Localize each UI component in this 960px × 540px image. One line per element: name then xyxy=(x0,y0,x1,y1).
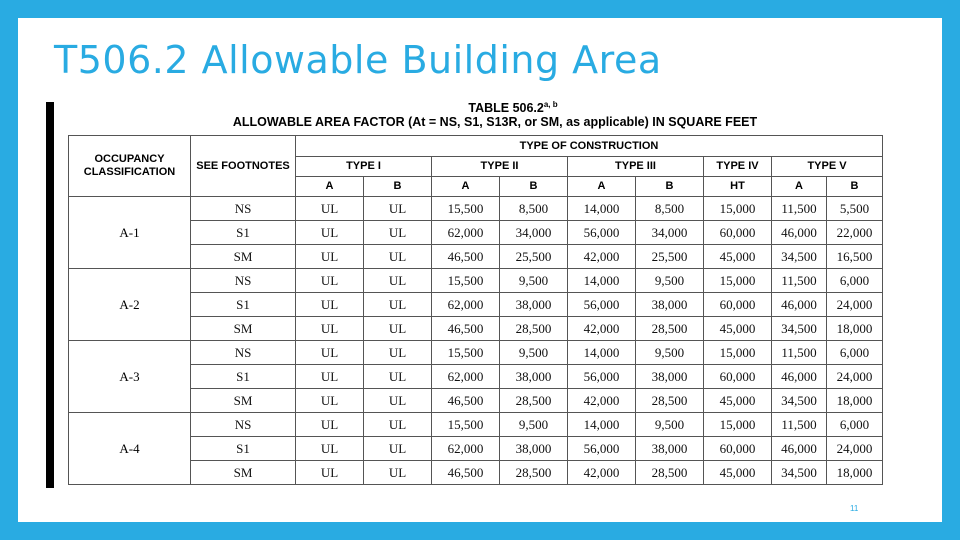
slide xyxy=(18,18,942,522)
footnote-cell: S1 xyxy=(191,221,296,245)
footnote-cell: NS xyxy=(191,341,296,365)
area-value-cell: 46,500 xyxy=(432,389,500,413)
area-value-cell: UL xyxy=(296,413,364,437)
header-subtype: B xyxy=(364,177,432,197)
header-subtype: B xyxy=(827,177,883,197)
footnote-cell: NS xyxy=(191,269,296,293)
area-value-cell: 11,500 xyxy=(772,413,827,437)
area-value-cell: 6,000 xyxy=(827,341,883,365)
table-row xyxy=(69,269,883,293)
footnote-cell: NS xyxy=(191,197,296,221)
area-value-cell: 60,000 xyxy=(704,221,772,245)
area-value-cell: 25,500 xyxy=(500,245,568,269)
area-value-cell: 8,500 xyxy=(500,197,568,221)
area-value-cell: 28,500 xyxy=(500,317,568,341)
footnote-cell: NS xyxy=(191,413,296,437)
footnote-cell: SM xyxy=(191,317,296,341)
footnote-cell: SM xyxy=(191,245,296,269)
area-value-cell: 18,000 xyxy=(827,389,883,413)
area-value-cell: UL xyxy=(296,269,364,293)
area-value-cell: 11,500 xyxy=(772,269,827,293)
table-row xyxy=(69,341,883,365)
area-value-cell: UL xyxy=(296,389,364,413)
area-value-cell: 9,500 xyxy=(500,413,568,437)
area-value-cell: 45,000 xyxy=(704,461,772,485)
area-value-cell: UL xyxy=(364,461,432,485)
area-value-cell: 14,000 xyxy=(568,413,636,437)
area-value-cell: 46,000 xyxy=(772,365,827,389)
area-value-cell: 60,000 xyxy=(704,365,772,389)
area-value-cell: UL xyxy=(364,341,432,365)
area-value-cell: UL xyxy=(296,245,364,269)
area-value-cell: 14,000 xyxy=(568,269,636,293)
table-row xyxy=(69,317,883,341)
area-value-cell: UL xyxy=(364,413,432,437)
footnote-cell: S1 xyxy=(191,437,296,461)
table-row xyxy=(69,197,883,221)
area-value-cell: 9,500 xyxy=(636,413,704,437)
area-value-cell: 14,000 xyxy=(568,197,636,221)
occupancy-cell: A-2 xyxy=(69,269,191,341)
area-value-cell: UL xyxy=(296,317,364,341)
area-value-cell: 42,000 xyxy=(568,245,636,269)
area-value-cell: 15,000 xyxy=(704,341,772,365)
footnote-cell: SM xyxy=(191,461,296,485)
area-value-cell: 28,500 xyxy=(636,317,704,341)
area-value-cell: UL xyxy=(364,197,432,221)
area-value-cell: 45,000 xyxy=(704,389,772,413)
header-type: TYPE III xyxy=(568,157,704,177)
area-value-cell: UL xyxy=(364,365,432,389)
header-subtype: B xyxy=(636,177,704,197)
slide-title: T506.2 Allowable Building Area xyxy=(54,38,662,82)
area-value-cell: 28,500 xyxy=(636,461,704,485)
table-row xyxy=(69,389,883,413)
table-heading xyxy=(68,98,910,130)
area-value-cell: 9,500 xyxy=(500,269,568,293)
area-value-cell: UL xyxy=(296,197,364,221)
allowable-area-table xyxy=(68,135,883,485)
header-subtype: HT xyxy=(704,177,772,197)
area-value-cell: 45,000 xyxy=(704,317,772,341)
header-type: TYPE I xyxy=(296,157,432,177)
footnote-cell: S1 xyxy=(191,293,296,317)
area-value-cell: 34,500 xyxy=(772,245,827,269)
area-value-cell: 46,500 xyxy=(432,317,500,341)
black-bar-divider xyxy=(46,102,54,488)
area-value-cell: 9,500 xyxy=(636,341,704,365)
area-value-cell: 15,500 xyxy=(432,197,500,221)
area-value-cell: UL xyxy=(364,269,432,293)
area-value-cell: 46,500 xyxy=(432,461,500,485)
area-value-cell: 14,000 xyxy=(568,341,636,365)
table-row xyxy=(69,461,883,485)
area-value-cell: 46,000 xyxy=(772,293,827,317)
table-row xyxy=(69,413,883,437)
footnote-cell: SM xyxy=(191,389,296,413)
table-number: TABLE 506.2$^{a, b}$ xyxy=(468,100,558,116)
area-value-cell: 42,000 xyxy=(568,389,636,413)
table-row xyxy=(69,293,883,317)
area-value-cell: 11,500 xyxy=(772,341,827,365)
area-value-cell: 5,500 xyxy=(827,197,883,221)
area-value-cell: 34,500 xyxy=(772,461,827,485)
area-value-cell: UL xyxy=(296,341,364,365)
area-value-cell: 60,000 xyxy=(704,437,772,461)
area-value-cell: 34,000 xyxy=(500,221,568,245)
area-value-cell: UL xyxy=(364,389,432,413)
area-value-cell: 24,000 xyxy=(827,293,883,317)
table-row xyxy=(69,437,883,461)
area-value-cell: 15,500 xyxy=(432,413,500,437)
area-value-cell: UL xyxy=(364,293,432,317)
page-number: 11 xyxy=(850,504,859,513)
area-value-cell: 46,000 xyxy=(772,437,827,461)
area-value-cell: UL xyxy=(296,293,364,317)
table-caption: ALLOWABLE AREA FACTOR (At = NS, S1, S13R, or SM, as applicable) IN SQUARE FEET xyxy=(232,115,758,130)
header-type: TYPE II xyxy=(432,157,568,177)
header-subtype: A xyxy=(296,177,364,197)
header-subtype: A xyxy=(432,177,500,197)
area-value-cell: 24,000 xyxy=(827,365,883,389)
area-value-cell: UL xyxy=(364,437,432,461)
area-value-cell: 38,000 xyxy=(636,293,704,317)
area-value-cell: UL xyxy=(296,221,364,245)
table-row xyxy=(69,221,883,245)
area-value-cell: 6,000 xyxy=(827,269,883,293)
area-value-cell: 46,500 xyxy=(432,245,500,269)
area-value-cell: 15,000 xyxy=(704,269,772,293)
header-subtype: B xyxy=(500,177,568,197)
area-value-cell: 46,000 xyxy=(772,221,827,245)
area-value-cell: 18,000 xyxy=(827,461,883,485)
area-value-cell: UL xyxy=(364,245,432,269)
area-value-cell: 38,000 xyxy=(500,365,568,389)
area-value-cell: 38,000 xyxy=(636,365,704,389)
area-value-cell: 42,000 xyxy=(568,461,636,485)
header-footnotes: SEE FOOTNOTES xyxy=(191,136,296,197)
area-value-cell: 56,000 xyxy=(568,293,636,317)
area-value-cell: 9,500 xyxy=(500,341,568,365)
header-subtype: A xyxy=(772,177,827,197)
area-value-cell: 56,000 xyxy=(568,437,636,461)
area-value-cell: 34,500 xyxy=(772,317,827,341)
area-value-cell: 38,000 xyxy=(636,437,704,461)
header-occupancy: OCCUPANCY CLASSIFICATION xyxy=(69,136,191,197)
header-type-of-construction: TYPE OF CONSTRUCTION xyxy=(296,136,883,157)
area-value-cell: 38,000 xyxy=(500,293,568,317)
header-type: TYPE V xyxy=(772,157,883,177)
area-value-cell: UL xyxy=(296,437,364,461)
area-value-cell: 28,500 xyxy=(500,461,568,485)
header-row-construction xyxy=(69,136,883,157)
area-value-cell: 18,000 xyxy=(827,317,883,341)
area-value-cell: 8,500 xyxy=(636,197,704,221)
area-value-cell: 15,500 xyxy=(432,341,500,365)
area-value-cell: 62,000 xyxy=(432,365,500,389)
area-value-cell: 16,500 xyxy=(827,245,883,269)
area-value-cell: 45,000 xyxy=(704,245,772,269)
table-row xyxy=(69,245,883,269)
area-value-cell: 25,500 xyxy=(636,245,704,269)
area-value-cell: 24,000 xyxy=(827,437,883,461)
area-value-cell: 34,000 xyxy=(636,221,704,245)
header-subtype: A xyxy=(568,177,636,197)
area-value-cell: 38,000 xyxy=(500,437,568,461)
area-value-cell: 9,500 xyxy=(636,269,704,293)
area-value-cell: UL xyxy=(364,221,432,245)
area-value-cell: 56,000 xyxy=(568,365,636,389)
area-value-cell: 62,000 xyxy=(432,437,500,461)
header-type: TYPE IV xyxy=(704,157,772,177)
occupancy-cell: A-3 xyxy=(69,341,191,413)
area-value-cell: 62,000 xyxy=(432,293,500,317)
area-value-cell: 15,500 xyxy=(432,269,500,293)
footnote-cell: S1 xyxy=(191,365,296,389)
occupancy-cell: A-1 xyxy=(69,197,191,269)
area-value-cell: UL xyxy=(296,461,364,485)
area-value-cell: 42,000 xyxy=(568,317,636,341)
area-value-cell: UL xyxy=(364,317,432,341)
area-value-cell: 34,500 xyxy=(772,389,827,413)
area-value-cell: 56,000 xyxy=(568,221,636,245)
table-row xyxy=(69,365,883,389)
area-value-cell: 11,500 xyxy=(772,197,827,221)
area-value-cell: UL xyxy=(296,365,364,389)
area-value-cell: 22,000 xyxy=(827,221,883,245)
area-value-cell: 15,000 xyxy=(704,413,772,437)
area-value-cell: 6,000 xyxy=(827,413,883,437)
area-value-cell: 28,500 xyxy=(636,389,704,413)
area-value-cell: 62,000 xyxy=(432,221,500,245)
area-value-cell: 60,000 xyxy=(704,293,772,317)
area-value-cell: 28,500 xyxy=(500,389,568,413)
occupancy-cell: A-4 xyxy=(69,413,191,485)
table-footnote-marks: a, b xyxy=(543,100,558,109)
area-value-cell: 15,000 xyxy=(704,197,772,221)
